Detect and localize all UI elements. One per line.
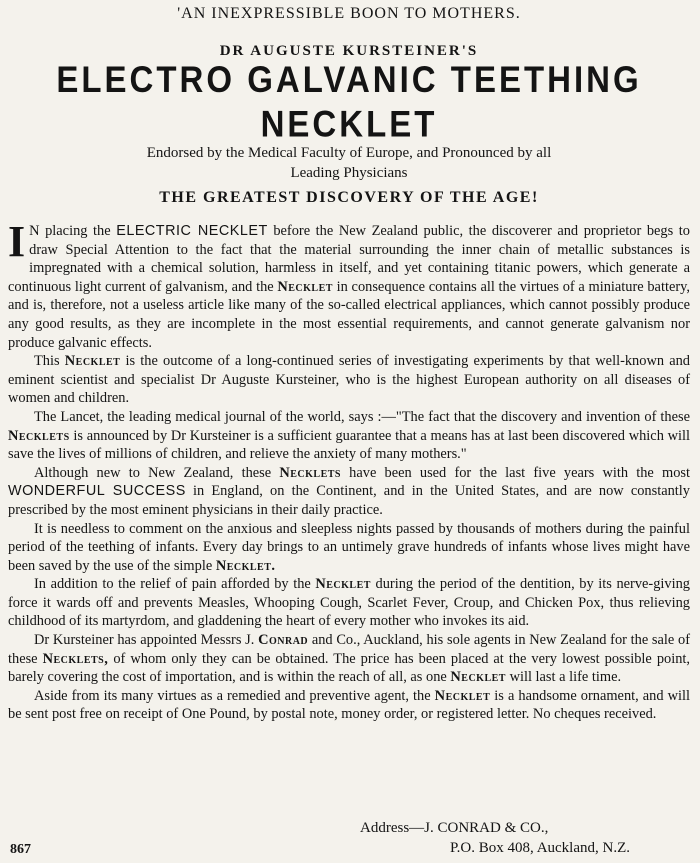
product-name: ELECTRIC NECKLET: [116, 223, 268, 239]
body-copy: [8, 217, 691, 724]
paragraph-6: In addition to the relief of pain afforded by the Necklet during the period of the dentition, by its nerve-giving force it wards off and prevents Measles, Whooping Cough, Scarlet Fever, Croup, and Chicken Pox, thus relieving childhood of its martyrdom, and gladdening the heart of every mother who invokes its aid.: [8, 576, 691, 630]
discovery-heading: THE GREATEST DISCOVERY OF THE AGE!: [159, 189, 539, 206]
address-line-2: P.O. Box 408, Auckland, N.Z.: [450, 840, 630, 856]
contact-address: [360, 818, 630, 858]
address-line-1: Address—J. CONRAD & CO.,: [360, 820, 549, 836]
paragraph-8: Aside from its many virtues as a remedied and preventive agent, the Necklet is a handsome ornament, and will be sent post free on receipt of One Pound, by postal note, money order, or registered letter. No cheques received.: [8, 687, 691, 723]
product-title: ELECTRO GALVANIC TEETHING NECKLET: [56, 58, 642, 145]
reference-code: 867: [10, 842, 31, 857]
paragraph-1: I N placing the ELECTRIC NECKLET before the New Zealand public, the discoverer and proprietor begs to draw Special Attention to the fact that the material surrounding the inner chain of metallic substances is impregnated with a chemical solution, harmless in itself, and yet containing titanic powers, which generate a continuous light current of galvanism, and the Necklet in consequence contains all the virtues of a miniature battery, and is, therefore, not a useless article like many of the so-called electrical appliances, which cannot possibly produce any good results, as they are incomplete in the most essential requirements, and cannot generate galvanism nor produce galvanic effects.: [8, 217, 690, 351]
paragraph-7: Dr Kursteiner has appointed Messrs J. Conrad and Co., Auckland, his sole agents in New Zealand for the sale of these Necklets, of whom only they can be obtained. The price has been placed at the very lowest possible point, barely covering the cost of importation, and is within the reach of all, as one Necklet will last a life time.: [8, 632, 691, 686]
author-heading: DR AUGUSTE KURSTEINER'S: [219, 43, 479, 59]
tagline: 'AN INEXPRESSIBLE BOON TO MOTHERS.: [177, 5, 521, 22]
drop-cap: I: [8, 217, 26, 266]
paragraph-5: It is needless to comment on the anxious and sleepless nights passed by thousands of mothers during the painful period of the teething of infants. Every day brings to an untimely grave hundreds of infants whose lives might have been saved by the use of the simple Necklet.: [8, 520, 690, 574]
paragraph-3: The Lancet, the leading medical journal of the world, says :—"The fact that the discovery and invention of these Necklets is announced by Dr Kursteiner is a sufficient guarantee that a means has at last been discovered which will save the lives of millions of children, and relieve the anxiety of many mothers.": [8, 408, 690, 463]
endorsement-line-1: Endorsed by the Medical Faculty of Europe, and Pronounced by all: [146, 145, 552, 161]
paragraph-2: This Necklet is the outcome of a long-continued series of investigating experiments by that well-known and eminent scientist and specialist Dr Auguste Kursteiner, who is the highest European authority on all diseases of women and children.: [8, 353, 690, 407]
paragraph-4: Although new to New Zealand, these Necklets have been used for the last five years with the most WONDERFUL SUCCESS in England, on the Continent, and in the United States, and are now constantly prescribed by the most eminent physicians in their daily practice.: [8, 464, 690, 518]
endorsement-line-2: Leading Physicians: [290, 165, 408, 181]
